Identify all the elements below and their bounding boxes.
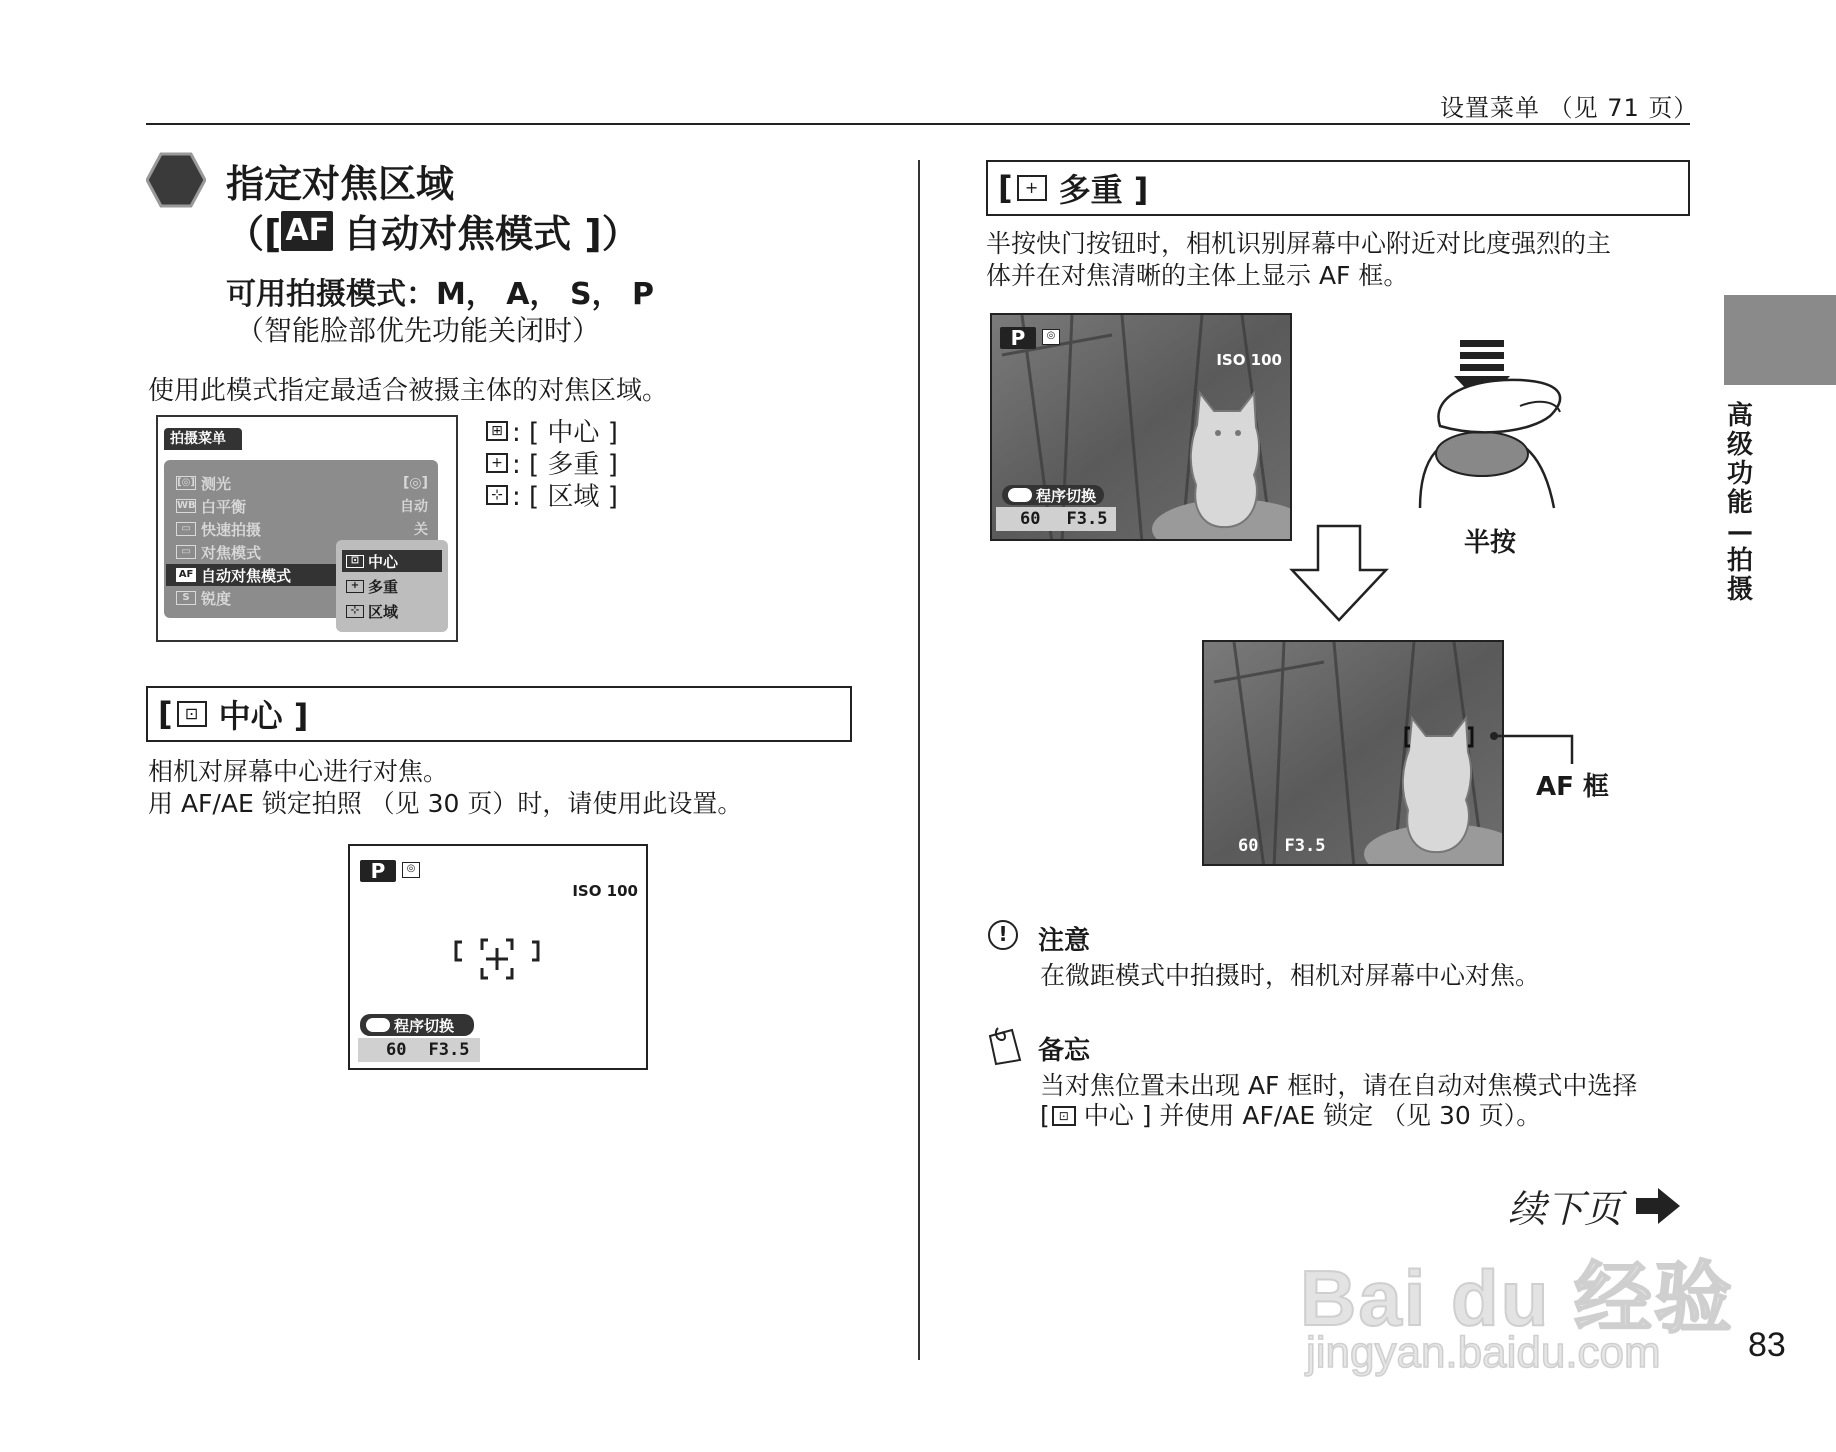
chapter-label: 高级功能—拍摄 — [1726, 401, 1753, 605]
menu-item-white-balance: WB 白平衡 自动 — [177, 497, 428, 516]
metering-icon: [◎] — [177, 477, 195, 488]
memo-line-2: [ ⊡ 中心 ] 并使用 AF/AE 锁定 （见 30 页）。 — [1040, 1101, 1542, 1130]
af-frame-label: AF 框 — [1536, 772, 1609, 802]
intro-text: 使用此模式指定最适合被摄主体的对焦区域。 — [148, 376, 669, 406]
multi-para-2: 体并在对焦清晰的主体上显示 AF 框。 — [986, 261, 1409, 290]
available-modes: 可用拍摄模式：M， A， S， P — [226, 277, 654, 312]
header-section-ref: 设置菜单 （见 71 页） — [1440, 94, 1699, 122]
menu-item-metering: [◎] 测光 [◎] — [177, 474, 428, 493]
column-divider — [918, 160, 920, 1360]
camera-menu-tab: 拍摄菜单 — [164, 428, 242, 450]
multi-focus-icon: + — [346, 580, 364, 593]
menu-item-quick-shot: ▭ 快速拍摄 关 — [176, 518, 428, 540]
center-focus-icon: ⊞ — [486, 421, 508, 441]
center-section-heading: [ ⊡ 中心 ] — [146, 686, 852, 742]
white-balance-icon: WB — [177, 500, 196, 511]
page-subtitle — [226, 203, 640, 258]
memo-line-1: 当对焦位置未出现 AF 框时，请在自动对焦模式中选择 — [1040, 1071, 1638, 1100]
multi-para-1: 半按快门按钮时，相机识别屏幕中心附近对比度强烈的主 — [986, 229, 1612, 258]
menu-item-focus-mode: ▭ 对焦模式 — [176, 541, 261, 563]
iso-readout: ISO 100 — [572, 882, 638, 900]
lcd-center-display — [348, 844, 648, 1070]
multi-focus-icon: + — [486, 453, 508, 473]
half-press-label: 半按 — [1464, 528, 1517, 558]
exposure-readout: 60 F3.5 — [996, 507, 1116, 531]
af-frame-callout-line — [1490, 730, 1574, 766]
program-shift-badge: 程序切换 — [1002, 485, 1104, 505]
submenu-item-area: ⊹ 区域 — [342, 600, 442, 622]
af-badge-icon: AF — [281, 211, 333, 251]
subtitle-rest: 自动对焦模式 ]） — [343, 212, 640, 256]
focus-frame-icon — [454, 934, 540, 984]
submenu-item-multi: + 多重 — [342, 575, 442, 597]
chapter-tab — [1724, 295, 1836, 385]
multi-focus-icon: + — [1017, 175, 1047, 201]
exposure-readout: 60 F3.5 — [1238, 836, 1326, 856]
cat-figurine-photo — [1204, 642, 1504, 866]
exposure-icon — [366, 1018, 390, 1032]
af-mode-submenu — [336, 540, 448, 632]
iso-readout: ISO 100 — [1216, 351, 1282, 369]
available-modes-note: （智能脸部优先功能关闭时） — [236, 314, 601, 347]
mode-p-badge: P — [360, 860, 396, 882]
page-number: 83 — [1748, 1326, 1786, 1364]
continued-next-page: 续下页 — [1508, 1178, 1682, 1233]
caution-title: 注意 — [1038, 926, 1091, 956]
caution-text: 在微距模式中拍摄时，相机对屏幕中心对焦。 — [1040, 961, 1541, 990]
shutter-half-press-icon — [1410, 336, 1580, 511]
page-title: 指定对焦区域 — [226, 162, 455, 206]
watermark-logo: Bai du 经验 — [1300, 1254, 1735, 1342]
multi-section-heading: [ + 多重 ] — [986, 160, 1690, 216]
center-para-1: 相机对屏幕中心进行对焦。 — [148, 757, 449, 786]
center-para-2: 用 AF/AE 锁定拍照 （见 30 页）时，请使用此设置。 — [148, 789, 743, 818]
program-shift-badge: 程序切换 — [360, 1014, 474, 1036]
metering-icon: ◎ — [402, 862, 420, 878]
center-focus-icon: ⊡ — [1052, 1106, 1076, 1126]
header-rule — [146, 123, 1690, 125]
legend-center: ⊞ : [ 中心 ] — [486, 412, 618, 449]
exposure-icon — [1008, 488, 1032, 502]
right-arrow-icon — [1634, 1186, 1682, 1226]
section-hexagon-icon — [146, 152, 206, 208]
memo-title: 备忘 — [1038, 1036, 1091, 1066]
camera-preview-photo-1 — [990, 313, 1292, 541]
af-mode-icon: AF — [176, 568, 196, 582]
menu-item-sharpness: S 锐度 — [176, 587, 231, 609]
submenu-item-center: ⊡ 中心 — [342, 550, 442, 572]
mode-p-badge: P — [1000, 327, 1036, 349]
area-focus-icon: ⊹ — [486, 485, 508, 505]
legend-multi: + : [ 多重 ] — [486, 444, 618, 481]
subtitle-prefix: （[ — [226, 212, 282, 256]
quick-shot-icon: ▭ — [176, 522, 196, 536]
watermark-url: jingyan.baidu.com — [1306, 1328, 1661, 1377]
menu-item-af-mode: AF 自动对焦模式 — [166, 564, 356, 586]
exposure-readout: 60 F3.5 — [358, 1038, 480, 1062]
sharpness-icon: S — [176, 591, 196, 605]
focus-mode-icon: ▭ — [176, 545, 196, 559]
camera-preview-photo-2 — [1202, 640, 1504, 866]
center-focus-icon: ⊡ — [346, 555, 364, 568]
down-arrow-icon — [1288, 524, 1390, 624]
memo-icon — [986, 1026, 1024, 1066]
caution-icon: ! — [988, 920, 1018, 950]
metering-icon: ◎ — [1042, 329, 1060, 345]
center-focus-icon: ⊡ — [177, 701, 207, 727]
legend-area: ⊹ : [ 区域 ] — [486, 476, 618, 513]
area-focus-icon: ⊹ — [346, 605, 364, 618]
